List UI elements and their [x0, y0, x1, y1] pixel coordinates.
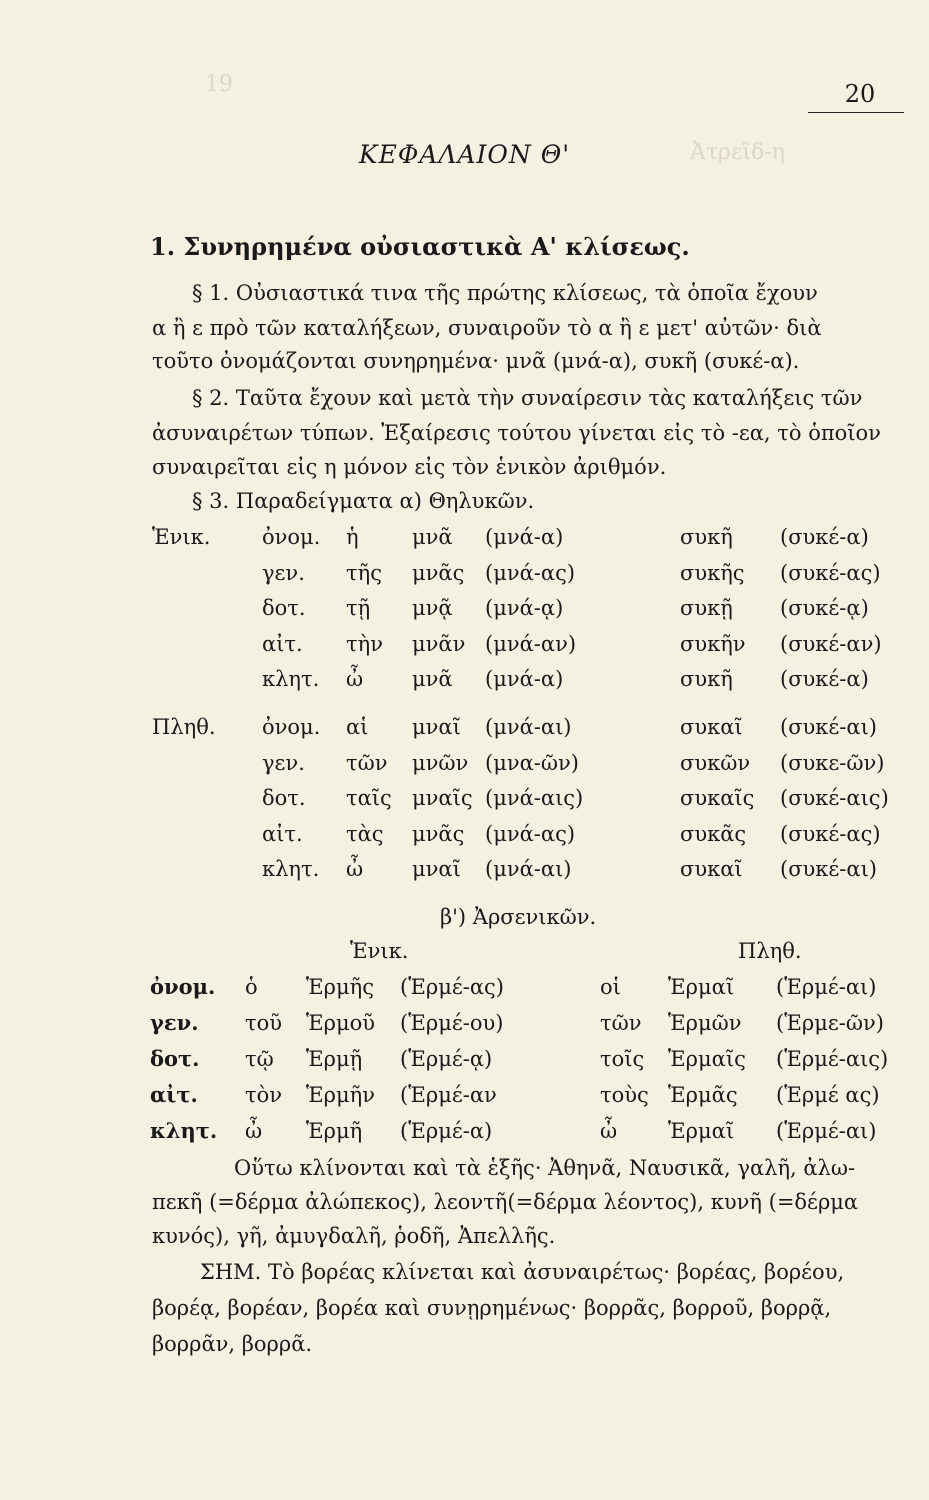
feminine-plural-row-0-cell-1: αἱ [346, 715, 369, 739]
masculine-row-2-cell-5: Ἑρμαῖς [668, 1047, 746, 1071]
feminine-plural-row-1-cell-1: τῶν [346, 750, 388, 775]
feminine-plural-row-4-cell-1: ὦ [346, 857, 364, 881]
feminine-plural-row-3-cell-5: (συκέ-ας) [780, 821, 881, 846]
masculine-plural-label: Πληθ. [738, 939, 802, 963]
feminine-plural-row-0-cell-4: συκαῖ [680, 715, 743, 739]
feminine-plural-row-1-cell-5: (συκε-ῶν) [780, 750, 885, 775]
feminine-singular-row-0 [0, 522, 929, 552]
masculine-row-4-cell-5: Ἑρμαῖ [668, 1119, 735, 1143]
paragraph-1-line-3: τοῦτο ὀνομάζονται συνηρημένα· μνᾶ (μνά-α), συκῆ (συκέ-α). [152, 349, 800, 373]
masculine-row-3-cell-3: (Ἑρμέ-αν [400, 1083, 497, 1107]
masculine-singular-label: Ἑνικ. [350, 939, 409, 963]
masculine-row-2 [0, 1044, 929, 1074]
feminine-singular-row-0-cell-4: συκῆ [680, 525, 733, 549]
feminine-singular-row-3-cell-5: (συκέ-αν) [780, 631, 882, 656]
masculine-row-3-cell-0: αἰτ. [150, 1082, 198, 1107]
feminine-plural-row-4-cell-0: κλητ. [262, 857, 320, 881]
masculine-row-3-cell-6: (Ἑρμέ ας) [776, 1083, 880, 1107]
feminine-plural-row-3-cell-1: τὰς [346, 821, 384, 846]
feminine-singular-row-0-cell-1: ἡ [346, 525, 359, 549]
feminine-singular-row-4-cell-4: συκῆ [680, 667, 733, 691]
paragraph-1-line-1: § 1. Οὐσιαστικά τινα τῆς πρώτης κλίσεως, τὰ ὁποῖα ἔχουν [192, 281, 818, 305]
masculine-row-4-cell-0: κλητ. [150, 1118, 218, 1143]
feminine-singular-row-4-cell-5: (συκέ-α) [780, 667, 869, 691]
feminine-singular-row-0-cell-2: μνᾶ [412, 525, 453, 549]
bleed-through-text: Ἀτρεῖδ-η [690, 140, 785, 165]
feminine-plural-row-0-cell-3: (μνά-αι) [485, 715, 572, 739]
masculine-row-1-cell-0: γεν. [150, 1010, 199, 1035]
closing-line-1: Οὕτω κλίνονται καὶ τὰ ἑξῆς· Ἀθηνᾶ, Ναυσικᾶ, γαλῆ, ἀλω- [234, 1156, 856, 1180]
feminine-plural-row-0-cell-5: (συκέ-αι) [780, 715, 878, 739]
masculine-row-1-cell-2: Ἑρμοῦ [306, 1011, 376, 1035]
section-heading: 1. Συνηρημένα οὐσιαστικὰ Α' κλίσεως. [150, 232, 690, 261]
masculine-row-3 [0, 1080, 929, 1110]
feminine-singular-row-1-cell-2: μνᾶς [412, 560, 465, 585]
paragraph-2-line-2: ἀσυναιρέτων τύπων. Ἐξαίρεσις τούτου γίνεται εἰς τὸ -εα, τὸ ὁποῖον [152, 421, 881, 445]
masculine-row-4-cell-1: ὦ [245, 1119, 263, 1143]
feminine-plural-row-0-cell-0: ὀνομ. [262, 715, 321, 739]
feminine-plural-row-0 [0, 712, 929, 742]
feminine-plural-row-2 [0, 783, 929, 813]
masculine-row-2-cell-2: Ἑρμῇ [306, 1047, 363, 1071]
feminine-singular-row-3-cell-0: αἰτ. [262, 631, 303, 656]
feminine-plural-row-1 [0, 748, 929, 778]
feminine-singular-row-2-cell-5: (συκέ-ᾳ) [780, 596, 869, 620]
feminine-plural-row-4-cell-2: μναῖ [412, 857, 461, 881]
masculine-row-4-cell-2: Ἑρμῆ [306, 1119, 363, 1143]
feminine-plural-row-1-cell-2: μνῶν [412, 750, 469, 775]
feminine-singular-row-3-cell-1: τὴν [346, 631, 383, 656]
feminine-singular-row-1-cell-5: (συκέ-ας) [780, 560, 881, 585]
feminine-singular-row-1-cell-4: συκῆς [680, 560, 745, 585]
feminine-plural-row-3-cell-3: (μνά-ας) [485, 821, 576, 846]
feminine-singular-label: Ἑνικ. [152, 525, 211, 549]
feminine-singular-row-4-cell-3: (μνά-α) [485, 667, 564, 691]
masculine-row-0-cell-1: ὁ [245, 975, 258, 999]
feminine-singular-row-3 [0, 629, 929, 659]
feminine-singular-row-1-cell-0: γεν. [262, 560, 305, 585]
masculine-row-4-cell-3: (Ἑρμέ-α) [400, 1119, 493, 1143]
feminine-singular-row-2-cell-4: συκῇ [680, 596, 733, 620]
feminine-plural-row-1-cell-0: γεν. [262, 750, 305, 775]
masculine-row-2-cell-6: (Ἑρμέ-αις) [776, 1047, 889, 1071]
page-number-rule [808, 112, 904, 113]
feminine-plural-row-4-cell-5: (συκέ-αι) [780, 857, 878, 881]
masculine-subtitle: β') Ἀρσενικῶν. [440, 905, 597, 929]
masculine-row-4 [0, 1116, 929, 1146]
feminine-singular-row-1 [0, 558, 929, 588]
masculine-row-1 [0, 1008, 929, 1038]
feminine-plural-row-2-cell-5: (συκέ-αις) [780, 786, 889, 810]
closing-line-3: κυνός), γῆ, ἀμυγδαλῆ, ῥοδῆ, Ἀπελλῆς. [152, 1224, 556, 1248]
masculine-row-2-cell-3: (Ἑρμέ-ᾳ) [400, 1047, 493, 1071]
masculine-row-0-cell-0: ὀνομ. [150, 974, 216, 999]
page-number: 20 [844, 80, 876, 108]
feminine-plural-row-2-cell-4: συκαῖς [680, 786, 755, 810]
feminine-plural-row-1-cell-4: συκῶν [680, 750, 751, 775]
feminine-singular-row-2-cell-2: μνᾷ [412, 596, 453, 620]
masculine-row-1-cell-1: τοῦ [245, 1011, 283, 1035]
feminine-plural-row-2-cell-1: ταῖς [346, 786, 392, 810]
paragraph-2-line-1: § 2. Ταῦτα ἔχουν καὶ μετὰ τὴν συναίρεσιν τὰς καταλήξεις τῶν [192, 386, 863, 410]
feminine-singular-row-3-cell-3: (μνά-αν) [485, 631, 577, 656]
feminine-plural-row-4-cell-4: συκαῖ [680, 857, 743, 881]
note-line-3: βορρᾶν, βορρᾶ. [152, 1332, 313, 1356]
masculine-row-0 [0, 972, 929, 1002]
feminine-plural-label: Πληθ. [152, 715, 216, 739]
feminine-plural-row-3 [0, 819, 929, 849]
masculine-row-3-cell-1: τὸν [245, 1083, 283, 1107]
paragraph-3-examples-feminine: § 3. Παραδείγματα α) Θηλυκῶν. [192, 489, 535, 513]
feminine-plural-row-3-cell-0: αἰτ. [262, 821, 303, 846]
feminine-singular-row-0-cell-3: (μνά-α) [485, 525, 564, 549]
feminine-plural-row-2-cell-3: (μνά-αις) [485, 786, 584, 810]
feminine-singular-row-1-cell-3: (μνά-ας) [485, 560, 576, 585]
feminine-plural-row-2-cell-2: μναῖς [412, 786, 473, 810]
masculine-row-1-cell-4: τῶν [600, 1011, 642, 1035]
masculine-row-3-cell-4: τοὺς [600, 1083, 649, 1107]
masculine-row-4-cell-6: (Ἑρμέ-αι) [776, 1119, 877, 1143]
masculine-row-2-cell-0: δοτ. [150, 1046, 200, 1071]
feminine-plural-row-1-cell-3: (μνα-ῶν) [485, 750, 579, 775]
masculine-row-3-cell-5: Ἑρμᾶς [668, 1083, 738, 1107]
feminine-singular-row-3-cell-2: μνᾶν [412, 631, 466, 656]
masculine-row-0-cell-4: οἱ [600, 975, 621, 999]
paragraph-1-line-2: α ἢ ε πρὸ τῶν καταλήξεων, συναιροῦν τὸ α ἢ ε μετ' αὐτῶν· διὰ [152, 316, 822, 340]
closing-line-2: πεκῆ (=δέρμα ἀλώπεκος), λεοντῆ(=δέρμα λέοντος), κυνῆ (=δέρμα [152, 1190, 859, 1214]
feminine-singular-row-0-cell-0: ὀνομ. [262, 525, 321, 549]
feminine-singular-row-2-cell-1: τῇ [346, 596, 371, 620]
note-line-2: βορέᾳ, βορέαν, βορέα καὶ συνῃρημένως· βορρᾶς, βορροῦ, βορρᾷ, [152, 1296, 832, 1320]
feminine-singular-row-2-cell-0: δοτ. [262, 596, 306, 620]
chapter-title: ΚΕΦΑΛΑΙΟΝ Θ' [358, 140, 571, 169]
masculine-row-3-cell-2: Ἑρμῆν [306, 1083, 376, 1107]
feminine-singular-row-2 [0, 593, 929, 623]
bleed-through-19: 19 [205, 72, 233, 97]
feminine-plural-row-3-cell-4: συκᾶς [680, 821, 747, 846]
feminine-singular-row-3-cell-4: συκῆν [680, 631, 746, 656]
feminine-plural-row-4-cell-3: (μνά-αι) [485, 857, 572, 881]
masculine-row-0-cell-2: Ἑρμῆς [306, 975, 375, 999]
masculine-row-0-cell-5: Ἑρμαῖ [668, 975, 735, 999]
feminine-singular-row-4-cell-2: μνᾶ [412, 667, 453, 691]
masculine-row-1-cell-3: (Ἑρμέ-ου) [400, 1011, 504, 1035]
feminine-singular-row-2-cell-3: (μνά-ᾳ) [485, 596, 564, 620]
masculine-row-2-cell-4: τοῖς [600, 1047, 645, 1071]
feminine-plural-row-2-cell-0: δοτ. [262, 786, 306, 810]
masculine-row-4-cell-4: ὦ [600, 1119, 618, 1143]
feminine-singular-row-1-cell-1: τῆς [346, 560, 382, 585]
feminine-plural-row-3-cell-2: μνᾶς [412, 821, 465, 846]
masculine-row-0-cell-3: (Ἑρμέ-ας) [400, 975, 504, 999]
feminine-singular-row-4-cell-1: ὦ [346, 667, 364, 691]
note-line-1: ΣΗΜ. Τὸ βορέας κλίνεται καὶ ἀσυναιρέτως· βορέας, βορέου, [200, 1260, 845, 1284]
masculine-row-1-cell-5: Ἑρμῶν [668, 1011, 742, 1035]
masculine-row-2-cell-1: τῷ [245, 1047, 274, 1071]
masculine-row-0-cell-6: (Ἑρμέ-αι) [776, 975, 877, 999]
feminine-singular-row-4-cell-0: κλητ. [262, 667, 320, 691]
feminine-singular-row-4 [0, 664, 929, 694]
feminine-singular-row-0-cell-5: (συκέ-α) [780, 525, 869, 549]
feminine-plural-row-0-cell-2: μναῖ [412, 715, 461, 739]
paragraph-2-line-3: συναιρεῖται εἰς η μόνον εἰς τὸν ἑνικὸν ἀριθμόν. [152, 455, 667, 479]
feminine-plural-row-4 [0, 854, 929, 884]
masculine-row-1-cell-6: (Ἑρμε-ῶν) [776, 1011, 884, 1035]
